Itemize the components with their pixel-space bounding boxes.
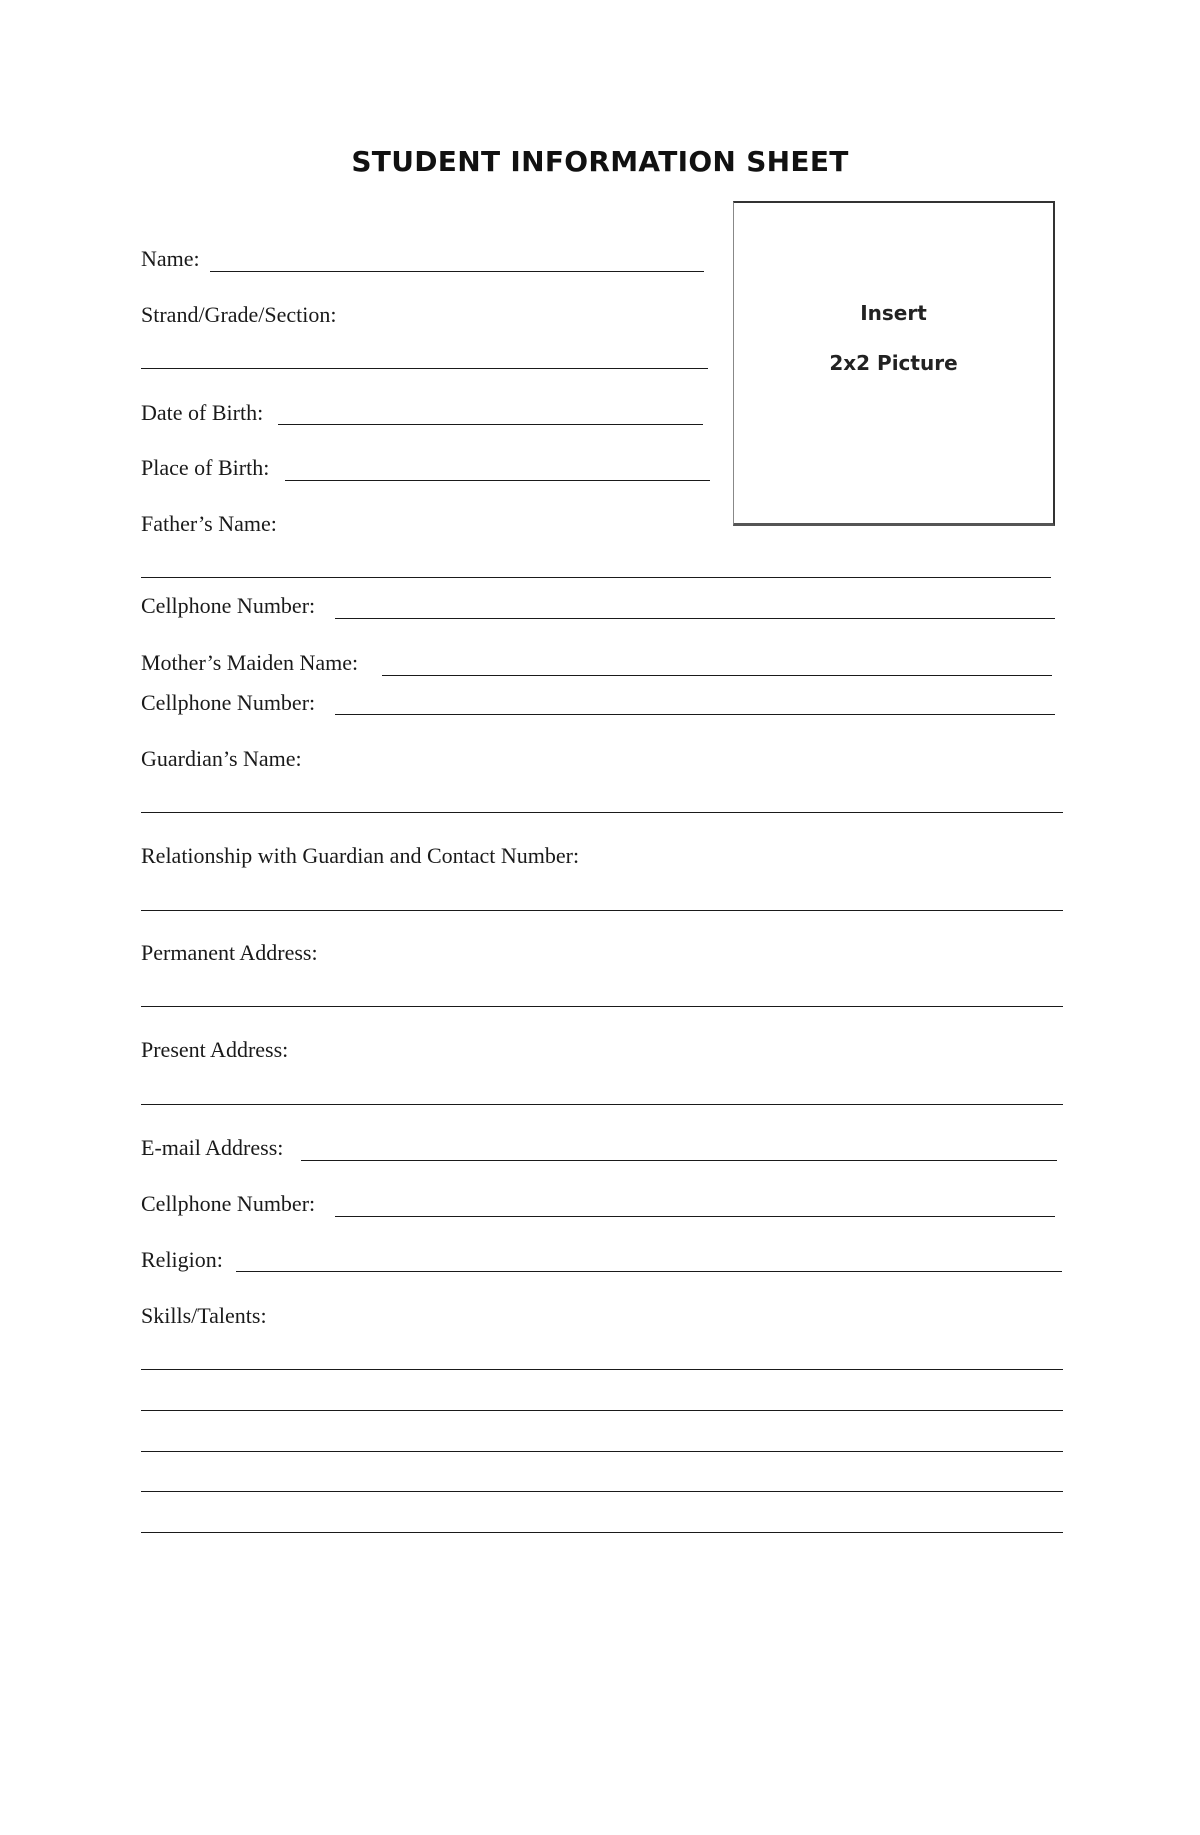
- strand-grade-section-field[interactable]: [141, 368, 708, 369]
- fathers-name-label: Father’s Name:: [141, 511, 277, 536]
- skills-talents-line[interactable]: [141, 1369, 1063, 1370]
- father-cellphone-field[interactable]: [335, 618, 1055, 619]
- mother-cellphone-field[interactable]: [335, 714, 1055, 715]
- mother-cellphone-label: Cellphone Number:: [141, 690, 316, 715]
- page-title: STUDENT INFORMATION SHEET: [351, 145, 849, 178]
- skills-talents-label: Skills/Talents:: [141, 1303, 267, 1328]
- strand-grade-section-label: Strand/Grade/Section:: [141, 302, 337, 327]
- student-cellphone-label: Cellphone Number:: [141, 1191, 316, 1216]
- present-address-label: Present Address:: [141, 1037, 289, 1062]
- skills-talents-line[interactable]: [141, 1491, 1063, 1492]
- father-cellphone-label: Cellphone Number:: [141, 593, 316, 618]
- religion-label: Religion:: [141, 1247, 223, 1272]
- photo-insert-label: Insert: [860, 301, 927, 325]
- date-of-birth-label: Date of Birth:: [141, 400, 264, 425]
- skills-talents-line[interactable]: [141, 1532, 1063, 1533]
- place-of-birth-field[interactable]: [285, 480, 710, 481]
- guardians-name-field[interactable]: [141, 812, 1063, 813]
- permanent-address-field[interactable]: [141, 1006, 1063, 1007]
- permanent-address-label: Permanent Address:: [141, 940, 318, 965]
- relationship-guardian-label: Relationship with Guardian and Contact Number:: [141, 843, 580, 868]
- skills-talents-line[interactable]: [141, 1410, 1063, 1411]
- name-field[interactable]: [210, 271, 704, 272]
- photo-placeholder[interactable]: [733, 201, 1055, 526]
- mothers-maiden-name-field[interactable]: [382, 675, 1052, 676]
- relationship-guardian-field[interactable]: [141, 910, 1063, 911]
- fathers-name-field[interactable]: [141, 577, 1051, 578]
- present-address-field[interactable]: [141, 1104, 1063, 1105]
- religion-field[interactable]: [236, 1271, 1062, 1272]
- place-of-birth-label: Place of Birth:: [141, 455, 270, 480]
- student-cellphone-field[interactable]: [335, 1216, 1055, 1217]
- mothers-maiden-name-label: Mother’s Maiden Name:: [141, 650, 359, 675]
- guardians-name-label: Guardian’s Name:: [141, 746, 302, 771]
- photo-size-label: 2x2 Picture: [829, 351, 958, 375]
- skills-talents-line[interactable]: [141, 1451, 1063, 1452]
- email-address-label: E-mail Address:: [141, 1135, 284, 1160]
- date-of-birth-field[interactable]: [278, 424, 703, 425]
- email-address-field[interactable]: [301, 1160, 1057, 1161]
- name-label: Name:: [141, 246, 200, 271]
